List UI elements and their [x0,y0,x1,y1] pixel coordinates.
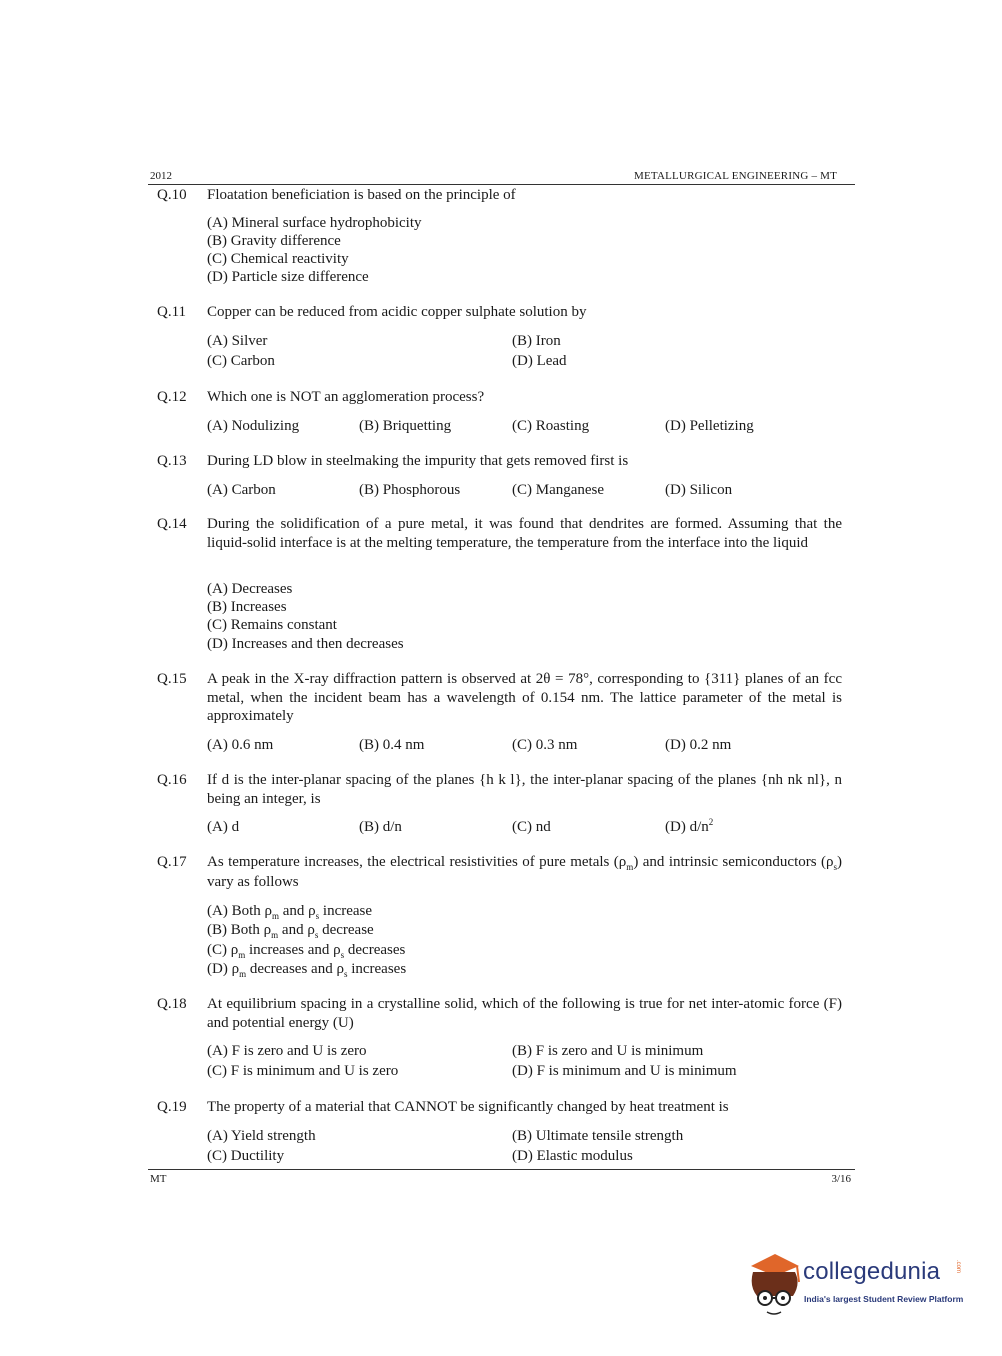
option-b: (B) Ultimate tensile strength [512,1128,684,1144]
option-a: (A) F is zero and U is zero [207,1043,367,1059]
option-d: (D) $d/n^2$ [665,817,714,835]
logo-wordmark: collegedunia [803,1258,941,1285]
footer-rule [148,1169,855,1170]
option-c: (C) nd [512,819,551,835]
option-b: (B) F is zero and U is minimum [512,1043,704,1059]
option-d: (D) 0.2 nm [665,737,732,753]
header-year: 2012 [150,170,172,182]
option-a: (A) 0.6 nm [207,737,274,753]
option-a: (A) Yield strength [207,1128,316,1144]
question-text: During LD blow in steelmaking the impurity that gets removed first is [207,453,629,469]
option-d: (D) Elastic modulus [512,1148,633,1164]
question-number: Q.10 [157,187,187,203]
option-d: (D) $\rho_m$ decreases and $\rho_s$ increases [207,961,407,979]
logo-dotcom: .com [955,1260,961,1274]
question-text: Copper can be reduced from acidic copper sulphate solution by [207,304,587,320]
question-text: Which one is NOT an agglomeration process? [207,389,485,405]
option-a: (A) d [207,819,240,835]
option-a: (A) Nodulizing [207,418,300,434]
option-a: (A) Both $\rho_m$ and $\rho_s$ increase [207,903,373,921]
option-c: (C) Chemical reactivity [207,251,349,267]
question-text: During the solidification of a pure metal, it was found that dendrites are formed. Assuming that the liquid-solid interface is at the melting temperature, the temperature from the interface into the liquid [207,516,842,551]
option-a: (A) Silver [207,333,268,349]
option-c: (C) Carbon [207,353,275,369]
question-text: A peak in the X-ray diffraction pattern is observed at 2θ = 78°, corresponding to {311} planes of an fcc metal, when the incident beam has a wavelength of 0.154 nm. The lattice parameter of the metal is approximately [207,671,842,724]
question-number: Q.15 [157,671,187,687]
option-d: (D) Pelletizing [665,418,754,434]
question-text: Floatation beneficiation is based on the principle of [207,187,516,203]
question-number: Q.19 [157,1099,187,1115]
option-b: (B) Briquetting [359,418,452,434]
option-d: (D) F is minimum and U is minimum [512,1063,737,1079]
option-b: (B) 0.4 nm [359,737,425,753]
question-number: Q.11 [157,304,187,320]
option-c: (C) $\rho_m$ increases and $\rho_s$ decreases [207,942,406,960]
header-subject: METALLURGICAL ENGINEERING – MT [634,170,837,182]
question-number: Q.17 [157,854,187,870]
option-c: (C) Roasting [512,418,590,434]
option-b: (B) Both $\rho_m$ and $\rho_s$ decrease [207,922,374,940]
collegedunia-logo [745,1250,970,1320]
option-d: (D) Particle size difference [207,269,369,285]
question-number: Q.18 [157,996,187,1012]
question-text: At equilibrium spacing in a crystalline solid, which of the following is true for net inter-atomic force (F) and potential energy (U) [207,996,842,1031]
option-c: (C) Manganese [512,482,605,498]
option-c: (C) Ductility [207,1148,285,1164]
page-number: 3/16 [831,1173,851,1185]
option-a: (A) Mineral surface hydrophobicity [207,215,422,231]
question-text: If d is the inter-planar spacing of the planes {h k l}, the inter-planar spacing of the planes {nh nk nl}, n being an integer, is [207,772,842,807]
option-b: (B) Gravity difference [207,233,341,249]
mascot-icon [745,1250,803,1320]
question-number: Q.12 [157,389,187,405]
question-number: Q.14 [157,516,187,532]
superscript: 2 [708,817,714,827]
logo-tagline: India's largest Student Review Platform [804,1294,964,1304]
question-text: As temperature increases, the electrical resistivities of pure metals $(\rho_m)$ and intrinsic semiconductors $(\rho_s)$ vary as follows [207,854,842,890]
option-b: (B) Increases [207,599,287,615]
option-a: (A) Decreases [207,581,293,597]
question-text: The property of a material that CANNOT be significantly changed by heat treatment is [207,1099,729,1115]
option-c: (C) 0.3 nm [512,737,578,753]
option-c: (C) Remains constant [207,617,337,633]
option-b: (B) d/n [359,819,402,835]
option-b: (B) Phosphorous [359,482,461,498]
option-d: (D) Silicon [665,482,733,498]
header-rule [148,184,855,185]
option-c: (C) F is minimum and U is zero [207,1063,399,1079]
question-number: Q.13 [157,453,187,469]
option-b: (B) Iron [512,333,561,349]
option-a: (A) Carbon [207,482,276,498]
footer-code: MT [150,1173,167,1185]
question-number: Q.16 [157,772,187,788]
option-d: (D) Lead [512,353,567,369]
option-d: (D) Increases and then decreases [207,636,404,652]
